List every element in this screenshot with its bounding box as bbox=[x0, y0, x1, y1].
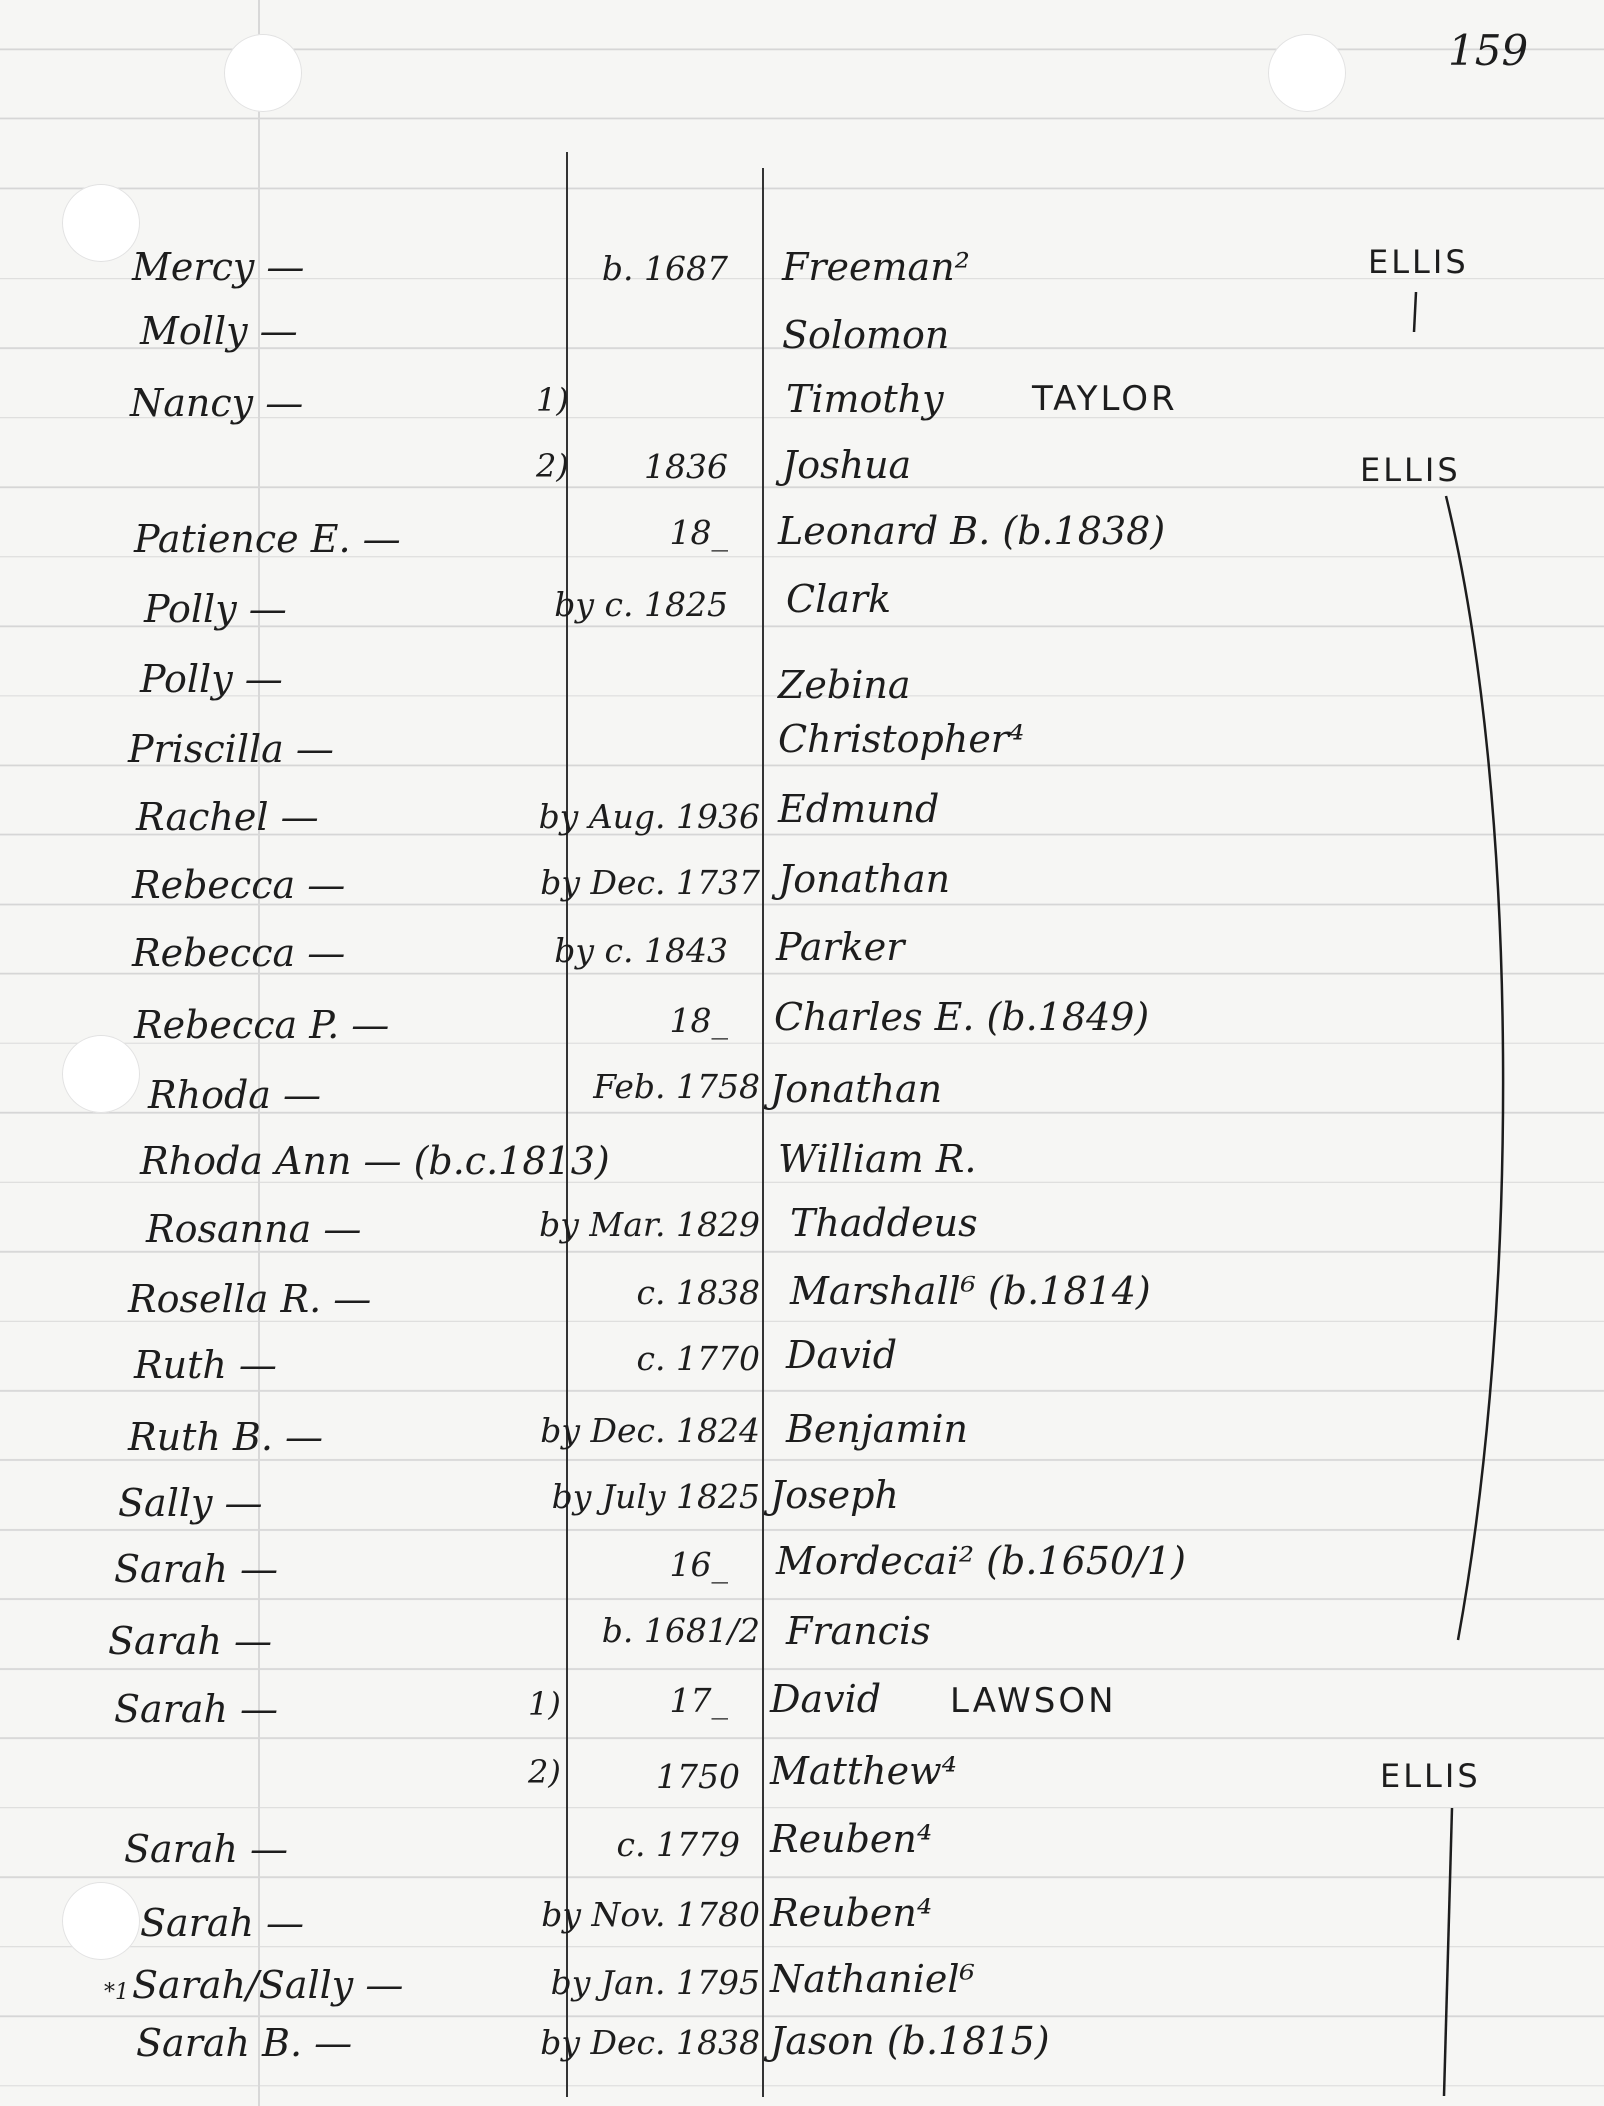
entry-spouse: Clark bbox=[786, 577, 892, 621]
entry-date: b. 1687 bbox=[601, 249, 728, 288]
entry-spouse: Marshall⁶ (b.1814) bbox=[790, 1269, 1151, 1313]
entry-date: by July 1825 bbox=[551, 1477, 760, 1516]
entry-date: by Dec. 1737 bbox=[540, 863, 760, 902]
entry-spouse: Joseph bbox=[770, 1473, 899, 1517]
entry-name: Sarah — bbox=[140, 1901, 305, 1945]
entry-name: Rebecca — bbox=[132, 863, 346, 907]
surname-label: ELLIS bbox=[1368, 243, 1469, 281]
entry-date: 16_ bbox=[669, 1545, 728, 1584]
entry-date: c. 1779 bbox=[616, 1825, 740, 1864]
entry-name: Sarah — bbox=[114, 1547, 279, 1591]
entry-spouse: Francis bbox=[786, 1609, 931, 1653]
entry-date: by Dec. 1838 bbox=[540, 2023, 760, 2062]
entry-name: Rhoda Ann — (b.c.1813) bbox=[140, 1139, 610, 1183]
entry-date: by Nov. 1780 bbox=[541, 1895, 760, 1934]
entry-surname: TAYLOR bbox=[1032, 379, 1178, 419]
entry-spouse: Solomon bbox=[782, 313, 950, 357]
ellis-bracket-long bbox=[1446, 496, 1503, 1640]
entry-date: by c. 1825 bbox=[554, 585, 728, 624]
entry-name: Sarah/Sally — bbox=[132, 1963, 404, 2007]
entry-name: Sarah B. — bbox=[136, 2021, 353, 2065]
marriage-marker: 2) bbox=[528, 1753, 561, 1791]
entry-spouse: Edmund bbox=[778, 787, 940, 831]
entry-spouse: Charles E. (b.1849) bbox=[774, 995, 1150, 1039]
entry-date: c. 1770 bbox=[636, 1339, 760, 1378]
ellis-bracket-short bbox=[1414, 292, 1416, 332]
entry-spouse: Mordecai² (b.1650/1) bbox=[776, 1539, 1186, 1583]
entry-date: b. 1681/2 bbox=[601, 1611, 760, 1650]
entry-name: Mercy — bbox=[132, 245, 305, 289]
entry-date: 18_ bbox=[669, 1001, 728, 1040]
entry-date: by Mar. 1829 bbox=[539, 1205, 760, 1244]
entry-date: by Jan. 1795 bbox=[550, 1963, 760, 2002]
entry-spouse: Leonard B. (b.1838) bbox=[778, 509, 1166, 553]
entry-name: Sally — bbox=[118, 1481, 263, 1525]
entry-name: Ruth B. — bbox=[128, 1415, 323, 1459]
entry-spouse: Joshua bbox=[782, 443, 912, 487]
entry-name: Sarah — bbox=[124, 1827, 289, 1871]
entry-name: Sarah — bbox=[108, 1619, 273, 1663]
entry-date: by Dec. 1824 bbox=[540, 1411, 760, 1450]
entry-name: Rhoda — bbox=[148, 1073, 322, 1117]
entry-spouse: William R. bbox=[778, 1137, 977, 1181]
entry-spouse: Freeman² bbox=[782, 245, 970, 289]
entry-name: Priscilla — bbox=[128, 727, 334, 771]
entry-spouse: Christopher⁴ bbox=[778, 717, 1025, 761]
entry-name: Rebecca — bbox=[132, 931, 346, 975]
surname-label: ELLIS bbox=[1360, 451, 1461, 489]
entry-spouse: Thaddeus bbox=[790, 1201, 978, 1245]
entry-name: Polly — bbox=[140, 657, 283, 701]
entry-date: by Aug. 1936 bbox=[538, 797, 760, 836]
entry-spouse: Parker bbox=[776, 925, 905, 969]
entry-date: c. 1838 bbox=[636, 1273, 760, 1312]
entry-name: Patience E. — bbox=[134, 517, 401, 561]
entry-spouse: Timothy bbox=[786, 377, 944, 421]
entry-spouse: Reuben⁴ bbox=[770, 1817, 933, 1861]
marriage-marker: 1) bbox=[528, 1685, 561, 1723]
surname-label: ELLIS bbox=[1380, 1757, 1481, 1795]
entry-date: Feb. 1758 bbox=[593, 1067, 760, 1106]
entry-date: 18_ bbox=[669, 513, 728, 552]
entry-date: 17_ bbox=[669, 1681, 728, 1720]
entry-name: Ruth — bbox=[134, 1343, 277, 1387]
entry-name: Rachel — bbox=[136, 795, 319, 839]
entry-spouse: Jason (b.1815) bbox=[770, 2019, 1050, 2063]
ellis-bracket-bottom bbox=[1444, 1808, 1452, 2096]
entry-spouse: Jonathan bbox=[770, 1067, 943, 1111]
entry-name: Rosanna — bbox=[146, 1207, 362, 1251]
entry-surname: LAWSON bbox=[950, 1681, 1117, 1721]
entry-name: Molly — bbox=[140, 309, 298, 353]
entry-spouse: David bbox=[786, 1333, 898, 1377]
margin-star-note: *1 bbox=[104, 1980, 129, 2005]
marriage-marker: 1) bbox=[536, 381, 569, 419]
entry-spouse: Jonathan bbox=[778, 857, 951, 901]
entry-name: Rebecca P. — bbox=[134, 1003, 390, 1047]
entry-spouse: Benjamin bbox=[786, 1407, 968, 1451]
entry-date: by c. 1843 bbox=[554, 931, 728, 970]
marriage-marker: 2) bbox=[536, 447, 569, 485]
entry-name: Polly — bbox=[144, 587, 287, 631]
entry-spouse: Reuben⁴ bbox=[770, 1891, 933, 1935]
entry-date: 1836 bbox=[644, 447, 728, 486]
entry-name: Rosella R. — bbox=[128, 1277, 372, 1321]
entry-spouse: Nathaniel⁶ bbox=[770, 1957, 975, 2001]
entry-name: Sarah — bbox=[114, 1687, 279, 1731]
entry-spouse: David bbox=[770, 1677, 882, 1721]
entry-spouse: Zebina bbox=[778, 663, 911, 707]
page-number: 159 bbox=[1448, 26, 1529, 75]
entry-date: 1750 bbox=[656, 1757, 740, 1796]
entry-name: Nancy — bbox=[130, 381, 304, 425]
entry-spouse: Matthew⁴ bbox=[770, 1749, 957, 1793]
